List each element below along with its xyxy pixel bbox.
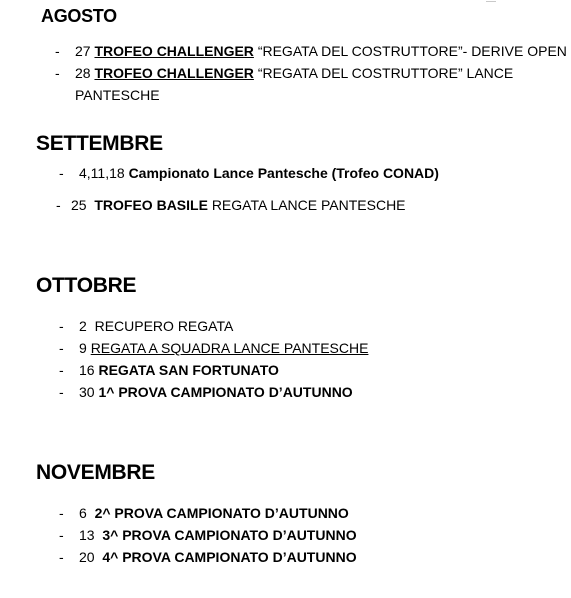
month-heading-agosto: AGOSTO [41,6,117,26]
event-title: REGATA SAN FORTUNATO [98,362,279,378]
event-line [79,359,279,381]
event-line [79,162,439,184]
event-line [79,546,357,568]
event-day: 9 [79,340,87,356]
list-dash: - [59,318,64,334]
event-day: 20 [79,549,95,565]
list-dash: - [59,549,64,565]
event-description: REGATA A SQUADRA LANCE PANTESCHE [90,340,369,356]
list-dash: - [59,340,64,356]
event-description: RECUPERO REGATA [94,318,234,334]
event-title: TROFEO CHALLENGER [94,43,254,59]
page-corner-mark [486,0,496,2]
list-dash: - [59,505,64,521]
list-item-continuation [75,84,160,106]
month-heading-ottobre: OTTOBRE [36,274,137,297]
event-description: “REGATA DEL COSTRUTTORE”- DERIVE OPEN [257,43,567,59]
event-title: 3^ PROVA CAMPIONATO D’AUTUNNO [102,527,357,543]
month-heading-novembre: NOVEMBRE [36,461,155,484]
list-dash: - [59,362,64,378]
event-line [79,524,357,546]
event-day: 27 [75,43,91,59]
event-line [75,62,513,84]
event-day: 30 [79,384,95,400]
event-day: 16 [79,362,95,378]
list-dash: - [55,43,60,59]
event-day: 13 [79,527,95,543]
event-line [79,337,368,359]
event-description: REGATA LANCE PANTESCHE [211,197,406,213]
event-line [75,40,567,62]
event-title: 1^ PROVA CAMPIONATO D’AUTUNNO [98,384,353,400]
event-title: TROFEO CHALLENGER [94,65,254,81]
event-line [79,502,349,524]
event-day: 25 [71,197,87,213]
list-dash: - [59,165,64,181]
event-title: TROFEO BASILE [94,197,208,213]
event-line [71,194,406,216]
event-day: 2 [79,318,87,334]
list-dash: - [55,65,60,81]
event-description: “REGATA DEL COSTRUTTORE” LANCE [257,65,514,81]
event-description-continued: PANTESCHE [75,87,160,103]
event-day: 4,11,18 [79,165,125,181]
event-day: 28 [75,65,91,81]
month-heading-settembre: SETTEMBRE [36,132,163,155]
event-title: Campionato Lance Pantesche (Trofeo CONAD) [128,165,439,181]
list-dash: - [59,527,64,543]
event-line [79,315,233,337]
event-title: 2^ PROVA CAMPIONATO D’AUTUNNO [94,505,349,521]
list-dash: - [56,197,61,213]
list-dash: - [59,384,64,400]
event-day: 6 [79,505,87,521]
event-title: 4^ PROVA CAMPIONATO D’AUTUNNO [102,549,357,565]
event-line [79,381,353,403]
